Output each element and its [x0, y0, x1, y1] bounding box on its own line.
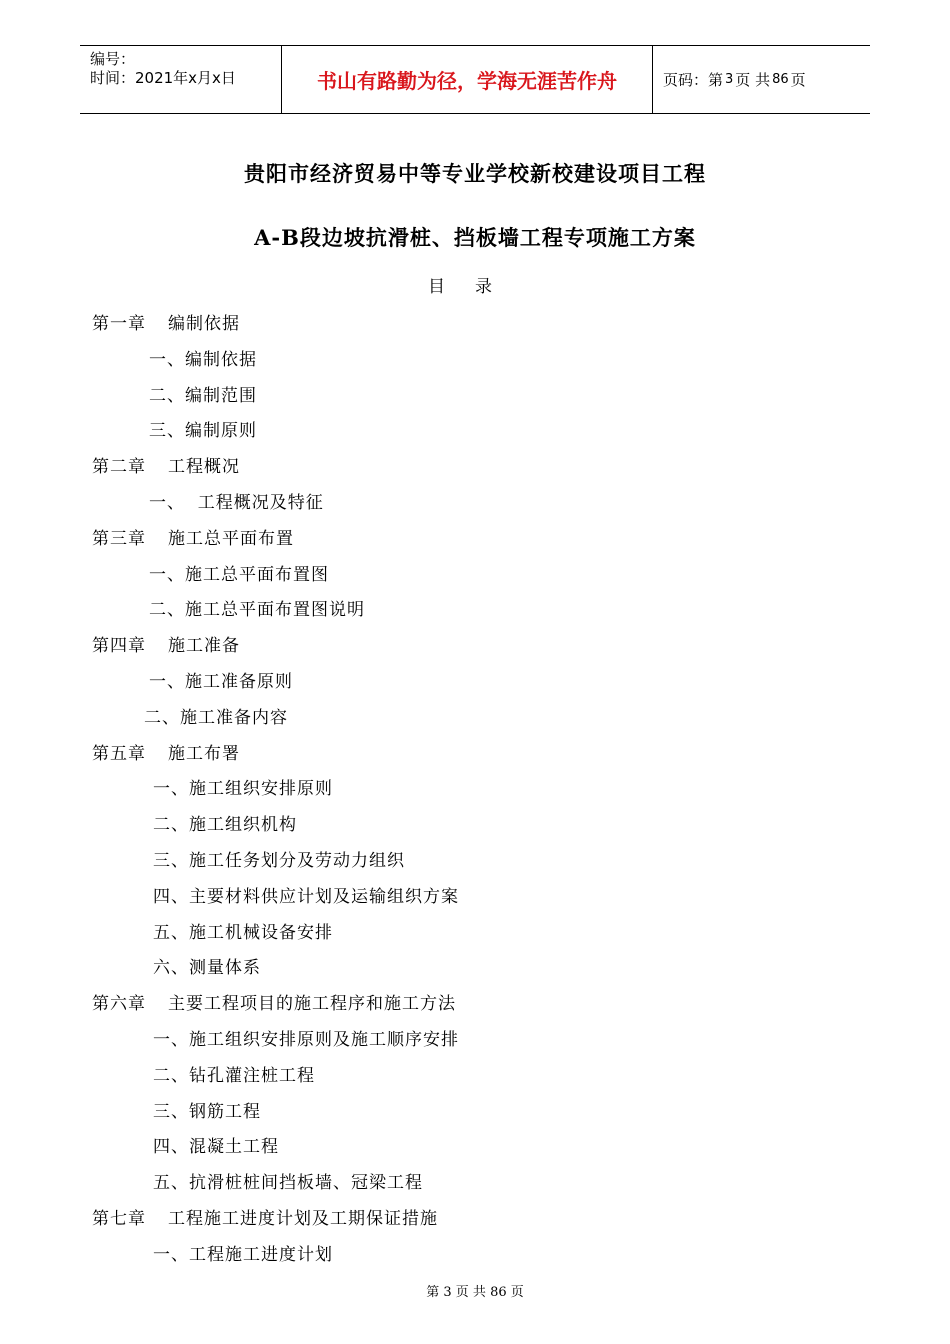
- toc-section: [149, 667, 293, 692]
- toc-section: [149, 381, 257, 406]
- toc-section: [149, 345, 257, 370]
- toc-section-title: 一、编制依据: [149, 349, 257, 370]
- header-meta: [80, 46, 281, 113]
- toc-chapter-number: 第四章: [92, 636, 146, 657]
- toc-section: [153, 846, 405, 871]
- toc-section-title: 四、混凝土工程: [153, 1137, 279, 1158]
- toc-section-title: 四、主要材料供应计划及运输组织方案: [153, 886, 459, 907]
- toc-chapter-number: 第二章: [92, 457, 146, 478]
- toc-section: [153, 774, 333, 799]
- header-motto: 书山有路勤为径，学海无涯苦作舟: [281, 46, 653, 113]
- footer-current: 3: [443, 1285, 452, 1300]
- footer-suffix: 页: [510, 1285, 524, 1300]
- toc-chapter-title: 工程施工进度计划及工期保证措施: [168, 1209, 438, 1229]
- header-page-prefix: 页码：第: [663, 71, 724, 89]
- header-page-suffix: 页: [790, 71, 806, 89]
- toc-section: [153, 1025, 459, 1050]
- toc-chapter-title: 工程概况: [168, 457, 240, 478]
- toc-chapter-title: 施工布署: [168, 743, 240, 764]
- toc-section: [144, 703, 288, 728]
- toc-heading-text: 目录: [428, 277, 522, 297]
- toc-section: [153, 1097, 261, 1122]
- toc-chapter-number: 第五章: [92, 743, 146, 764]
- toc-section: [153, 953, 261, 978]
- toc-section: [153, 1240, 333, 1265]
- toc-chapter-title: 编制依据: [168, 314, 240, 334]
- toc-section-title: 五、施工机械设备安排: [153, 922, 333, 943]
- header-page-current: 3: [725, 72, 734, 87]
- document-number-label: 编号：: [90, 50, 136, 68]
- toc-chapter-title: 施工准备: [168, 636, 240, 657]
- toc-chapter-number: 第三章: [92, 528, 146, 549]
- toc-section: [149, 488, 324, 513]
- toc-chapter-title: 主要工程项目的施工程序和施工方法: [168, 994, 456, 1015]
- toc-section-title: 三、钢筋工程: [153, 1101, 261, 1122]
- toc-section: [153, 1132, 279, 1157]
- toc-section: [149, 416, 257, 441]
- toc-section-title: 一、 工程概况及特征: [149, 493, 324, 513]
- toc-section-title: 二、钻孔灌注桩工程: [153, 1065, 315, 1086]
- toc-chapter-number: 第六章: [92, 994, 146, 1015]
- header-page-total: 86: [772, 72, 789, 87]
- toc-section-title: 二、施工总平面布置图说明: [149, 600, 365, 621]
- toc-section-title: 二、施工组织机构: [153, 815, 297, 836]
- toc-section-title: 一、施工准备原则: [149, 672, 293, 692]
- document-title-line-2: A-B段边坡抗滑桩、挡板墙工程专项施工方案: [254, 225, 696, 250]
- toc-chapter: [92, 989, 456, 1014]
- toc-heading: [0, 272, 950, 297]
- toc-section: [149, 560, 329, 585]
- toc-chapter: [92, 631, 240, 656]
- toc-section-title: 一、施工组织安排原则及施工顺序安排: [153, 1030, 459, 1050]
- toc-chapter: [92, 452, 240, 477]
- toc-section-title: 三、编制原则: [149, 421, 257, 442]
- toc-chapter: [92, 1204, 438, 1229]
- toc-chapter-title: 施工总平面布置: [168, 528, 294, 549]
- toc-section-title: 三、施工任务划分及劳动力组织: [153, 851, 405, 871]
- footer-total: 86: [490, 1285, 507, 1300]
- toc-section-title: 一、施工组织安排原则: [153, 779, 333, 800]
- toc-section: [153, 918, 333, 943]
- toc-section-title: 五、抗滑桩桩间挡板墙、冠梁工程: [153, 1173, 423, 1194]
- toc-section-title: 二、编制范围: [149, 385, 257, 406]
- header-page-info: [653, 46, 870, 113]
- toc-section-title: 一、施工总平面布置图: [149, 564, 329, 585]
- document-title-line-1: 贵阳市经济贸易中等专业学校新校建设项目工程: [244, 161, 706, 186]
- toc-section-title: 六、测量体系: [153, 958, 261, 979]
- toc-chapter-number: 第一章: [92, 314, 146, 334]
- toc-chapter-number: 第七章: [92, 1209, 146, 1229]
- footer-middle: 页 共: [455, 1285, 486, 1300]
- toc-section: [153, 882, 459, 907]
- toc-section: [153, 1168, 423, 1193]
- page-header: [80, 45, 870, 114]
- toc-chapter: [92, 524, 294, 549]
- toc-chapter: [92, 309, 240, 334]
- page-footer: [0, 1281, 950, 1300]
- document-time-label: 时间：2021年x月x日: [90, 69, 236, 87]
- toc-section: [153, 810, 297, 835]
- toc-section-title: 一、工程施工进度计划: [153, 1244, 333, 1265]
- toc-section: [149, 595, 365, 620]
- toc-chapter: [92, 739, 240, 764]
- header-page-middle: 页 共: [735, 71, 771, 89]
- footer-prefix: 第: [426, 1285, 440, 1300]
- toc-section-title: 二、施工准备内容: [144, 707, 288, 728]
- toc-section: [153, 1061, 315, 1086]
